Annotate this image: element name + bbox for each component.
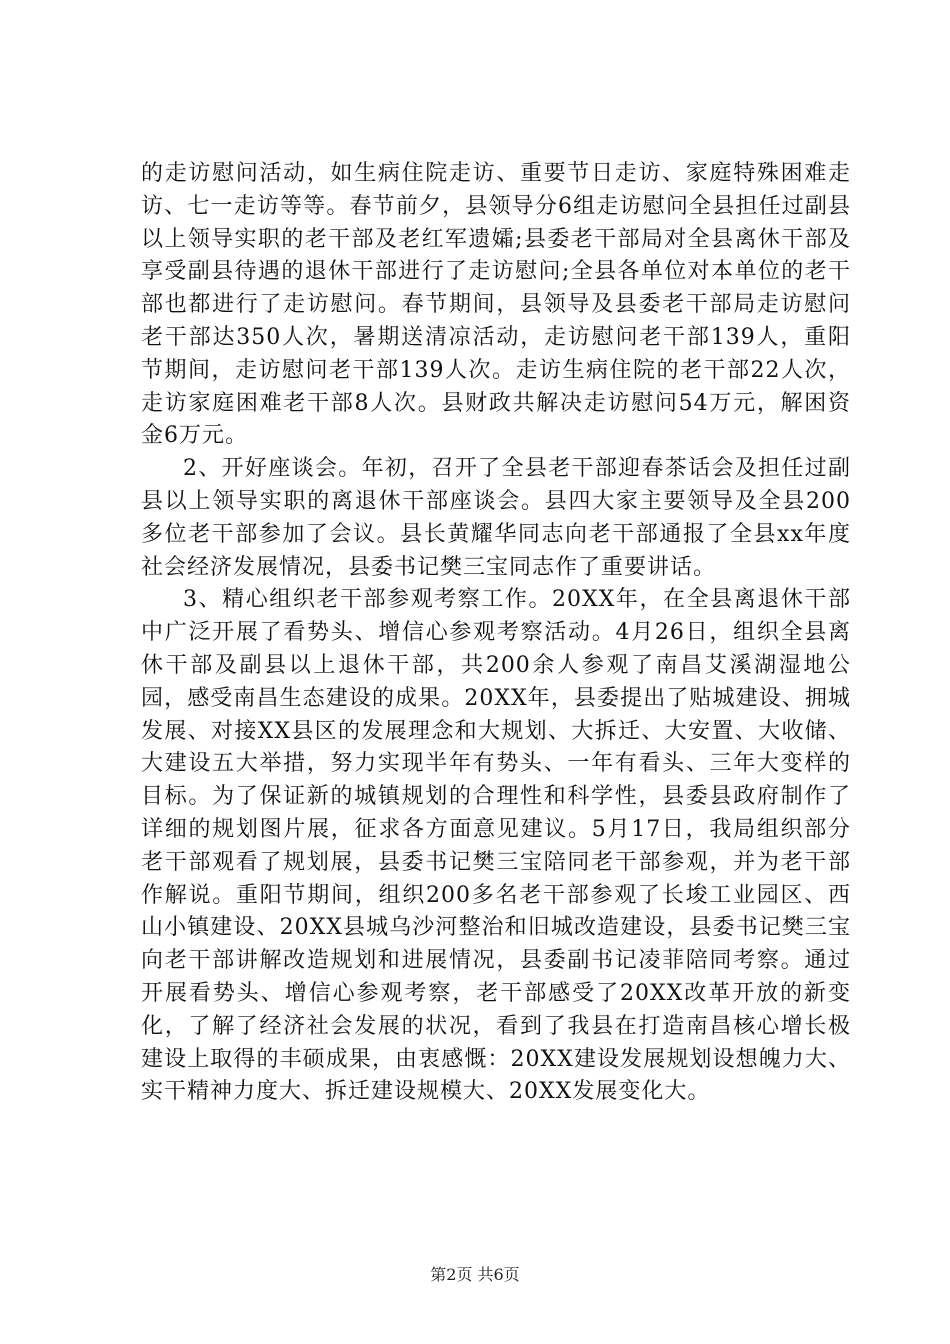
document-body [141,158,851,1109]
page-footer: 第2页 共6页 [430,1265,520,1284]
paragraph-symposium: 2、开好座谈会。年初，召开了全县老干部迎春茶话会及担任过副县以上领导实职的离退休干部座谈会。县四大家主要领导及全县200多位老干部参加了会议。县长黄耀华同志向老干部通报了全县xx年度社会经济发展情况，县委书记樊三宝同志作了重要讲话。 [141,456,851,580]
paragraph-inspection: 3、精心组织老干部参观考察工作。20XX年，在全县离退休干部中广泛开展了看势头、增信心参观考察活动。4月26日，组织全县离休干部及副县以上退休干部，共200余人参观了南昌艾溪湖湿地公园，感受南昌生态建设的成果。20XX年，县委提出了贴城建设、拥城发展、对接XX县区的发展理念和大规划、大拆迁、大安置、大收储、大建设五大举措，努力实现半年有势头、一年有看头、三年大变样的目标。为了保证新的城镇规划的合理性和科学性，县委县政府制作了详细的规划图片展，征求各方面意见建议。5月17日，我局组织部分老干部观看了规划展，县委书记樊三宝陪同老干部参观，并为老干部作解说。重阳节期间，组织200多名老干部参观了长埈工业园区、西山小镇建设、20XX县城乌沙河整治和旧城改造建设，县委书记樊三宝向老干部讲解改造规划和进展情况，县委副书记凌菲陪同考察。通过开展看势头、增信心参观考察，老干部感受了20XX改革开放的新变化，了解了经济社会发展的状况，看到了我县在打造南昌核心增长极建设上取得的丰硕成果，由衷感慨：20XX建设发展规划设想魄力大、实干精神力度大、拆迁建设规模大、20XX发展变化大。 [141,587,851,1105]
paragraph-visits: 的走访慰问活动，如生病住院走访、重要节日走访、家庭特殊困难走访、七一走访等等。春节前夕，县领导分6组走访慰问全县担任过副县以上领导实职的老干部及老红军遗孀;县委老干部局对全县离休干部及享受副县待遇的退休干部进行了走访慰问;全县各单位对本单位的老干部也都进行了走访慰问。春节期间，县领导及县委老干部局走访慰问老干部达350人次，暑期送清凉活动，走访慰问老干部139人，重阳节期间，走访慰问老干部139人次。走访生病住院的老干部22人次，走访家庭困难老干部8人次。县财政共解决走访慰问54万元，解困资金6万元。 [141,161,851,449]
